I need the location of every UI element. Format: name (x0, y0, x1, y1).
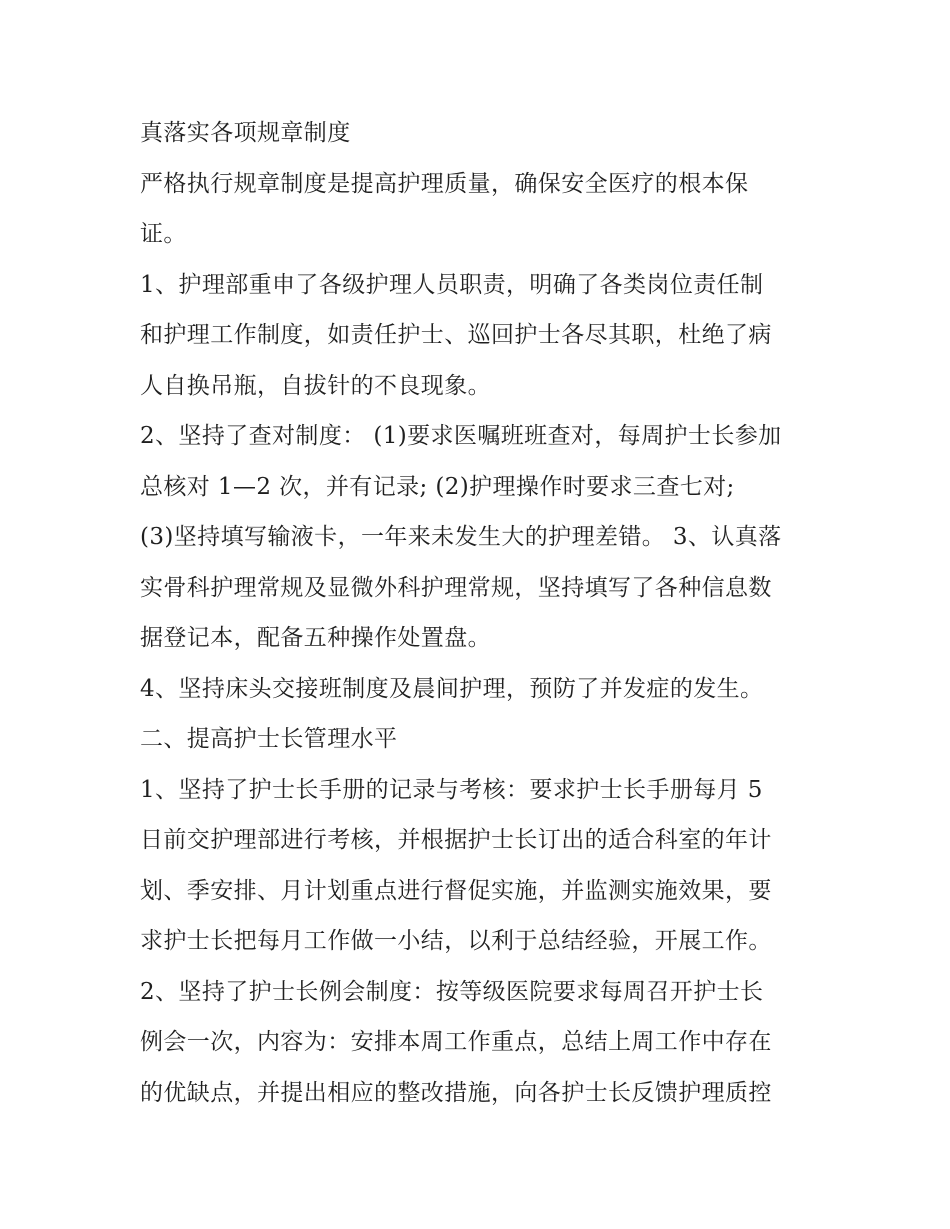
document-body (140, 108, 820, 1118)
text-line: 2、坚持了护士长例会制度：按等级医院要求每周召开护士长 (140, 978, 764, 1005)
text-line: 日前交护理部进行考核，并根据护士长订出的适合科室的年计 (140, 827, 772, 853)
text-line: 严格执行规章制度是提高护理质量，确保安全医疗的根本保 (140, 170, 749, 197)
text-line: 4、坚持床头交接班制度及晨间护理，预防了并发症的发生。 (140, 675, 764, 702)
text-line: 的优缺点，并提出相应的整改措施，向各护士长反馈护理质控 (140, 1079, 772, 1106)
text-line: 1、护理部重申了各级护理人员职责，明确了各类岗位责任制 (140, 271, 764, 298)
text-line: 真落实各项规章制度 (140, 120, 351, 146)
text-line: 2、坚持了查对制度： (1)要求医嘱班班查对，每周护士长参加 (140, 423, 782, 449)
text-line: 证。 (140, 221, 187, 247)
text-line: 划、季安排、月计划重点进行督促实施，并监测实施效果，要 (140, 877, 772, 904)
text-line: 据登记本，配备五种操作处置盘。 (140, 625, 491, 651)
text-line: (3)坚持填写输液卡，一年来未发生大的护理差错。 3、认真落 (140, 524, 782, 550)
text-line: 例会一次，内容为：安排本周工作重点，总结上周工作中存在 (140, 1029, 772, 1055)
text-line: 和护理工作制度，如责任护士、巡回护士各尽其职，杜绝了病 (140, 322, 772, 348)
section-heading: 二、提高护士长管理水平 (140, 726, 398, 752)
text-line: 求护士长把每月工作做一小结，以利于总结经验，开展工作。 (140, 928, 772, 954)
text-line: 实骨科护理常规及显微外科护理常规，坚持填写了各种信息数 (140, 574, 772, 601)
text-line: 总核对 1—2 次，并有记录; (2)护理操作时要求三查七对; (140, 473, 735, 500)
text-line: 人自换吊瓶，自拔针的不良现象。 (140, 372, 491, 399)
text-line: 1、坚持了护士长手册的记录与考核：要求护士长手册每月 5 (140, 776, 763, 803)
